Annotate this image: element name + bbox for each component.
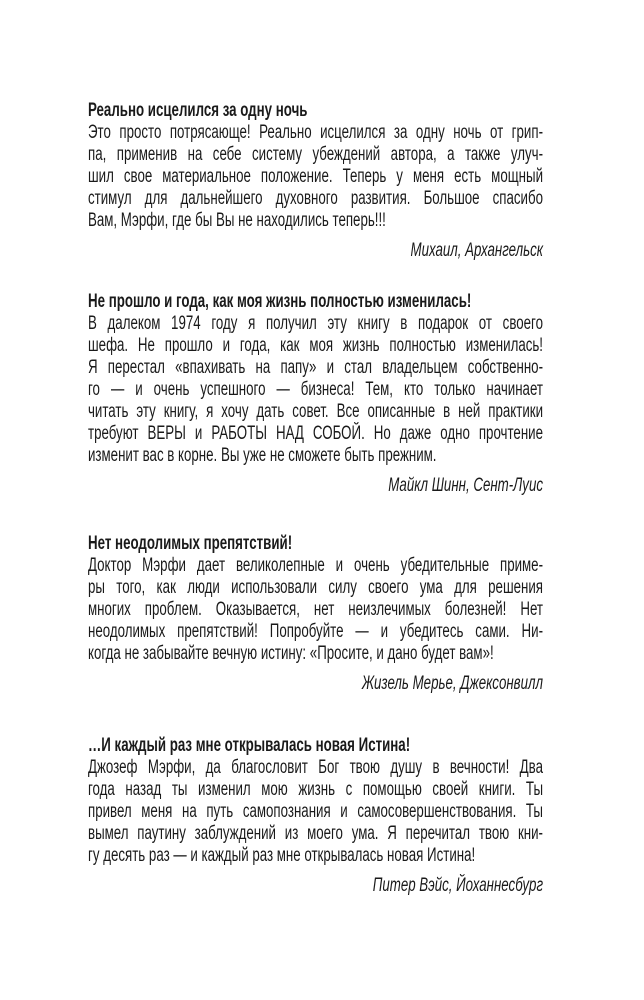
testimonial-body: [88, 122, 543, 232]
paragraph-line: Доктор Мэрфи дает великолепные и очень убедительные приме-: [88, 555, 543, 576]
testimonial-heading: Не прошло и года, как моя жизнь полностью изменилась!: [88, 291, 472, 312]
testimonial-attribution: Михаил, Архангельск: [410, 240, 543, 261]
testimonial-heading: Нет неодолимых препятствий!: [88, 533, 293, 554]
paragraph-line: стимул для дальнейшего духовного развития. Большое спасибо: [88, 188, 543, 209]
testimonial-heading: Реально исцелился за одну ночь: [88, 100, 308, 121]
testimonial-body: [88, 313, 543, 467]
testimonial-attribution: Жизель Мерье, Джексонвилл: [361, 673, 543, 694]
testimonial-heading: …И каждый раз мне открывалась новая Истина!: [88, 735, 411, 756]
paragraph-line: го — и очень успешного — бизнеса! Тем, кто только начинает: [88, 379, 543, 400]
paragraph-line: когда не забывайте вечную истину: «Просите, и дано будет вам»!: [88, 643, 494, 664]
testimonial-section: [88, 291, 543, 497]
paragraph-line: привел меня на путь самопознания и самосовершенствования. Ты: [88, 801, 543, 822]
paragraph-line: требуют ВЕРЫ и РАБОТЫ НАД СОБОЙ. Но даже одно прочтение: [88, 423, 543, 444]
testimonial-attribution: Питер Вэйс, Йоханнесбург: [372, 875, 543, 896]
testimonial-section: [88, 735, 543, 897]
paragraph-line: Джозеф Мэрфи, да благословит Бог твою душу в вечности! Два: [88, 757, 543, 778]
testimonial-body: [88, 555, 543, 665]
paragraph-line: Я перестал «впахивать на папу» и стал владельцем собственно-: [88, 357, 543, 378]
paragraph-line: гу десять раз — и каждый раз мне открывалась новая Истина!: [88, 845, 476, 866]
paragraph-line: изменит вас в корне. Вы уже не сможете быть прежним.: [88, 445, 437, 466]
paragraph-line: В далеком 1974 году я получил эту книгу в подарок от своего: [88, 313, 543, 334]
paragraph-line: шил свое материальное положение. Теперь у меня есть мощный: [88, 166, 543, 187]
paragraph-line: па, применив на себе систему убеждений автора, а также улуч-: [88, 144, 543, 165]
testimonial-section: [88, 100, 543, 262]
testimonial-section: [88, 533, 543, 695]
paragraph-line: шефа. Не прошло и года, как моя жизнь полностью изменилась!: [88, 335, 543, 356]
testimonials-column: [88, 100, 543, 897]
paragraph-line: года назад ты изменил мою жизнь с помощью своей книги. Ты: [88, 779, 543, 800]
testimonial-body: [88, 757, 543, 867]
paragraph-line: вымел паутину заблуждений из моего ума. Я перечитал твою кни-: [88, 823, 543, 844]
paragraph-line: многих проблем. Оказывается, нет неизлечимых болезней! Нет: [88, 599, 543, 620]
paragraph-line: неодолимых препятствий! Попробуйте — и убедитесь сами. Ни-: [88, 621, 543, 642]
paragraph-line: ры того, как люди использовали силу своего ума для решения: [88, 577, 543, 598]
paragraph-line: Вам, Мэрфи, где бы Вы не находились теперь!!!: [88, 210, 386, 231]
testimonial-attribution: Майкл Шинн, Сент-Луис: [388, 475, 543, 496]
paragraph-line: читать эту книгу, я хочу дать совет. Все описанные в ней практики: [88, 401, 543, 422]
paragraph-line: Это просто потрясающе! Реально исцелился за одну ночь от грип-: [88, 122, 543, 143]
